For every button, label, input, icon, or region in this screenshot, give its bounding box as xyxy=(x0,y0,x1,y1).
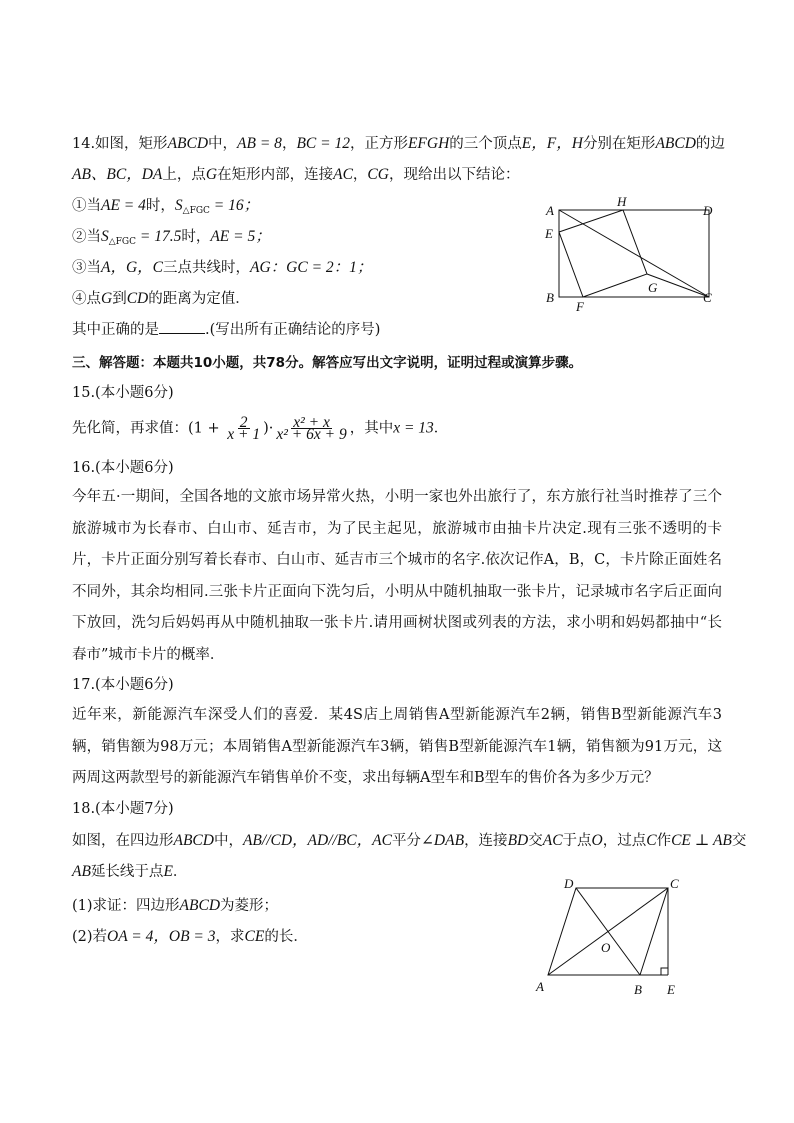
label-A: A xyxy=(546,203,554,218)
segment-ac xyxy=(559,210,709,297)
q17-body: 近年来，新能源汽车深受人们的喜爱．某4S店上周销售A型新能源汽车2辆，销售B型新能源汽车3辆，销售额为98万元；本周销售A型新能源汽车3辆，销售B型新能源汽车1辆，销售额为91万元，这两周这两款型号的新能源汽车销售单价不变，求出每辆A型车和B型车的售价各为多少万元？ xyxy=(72,707,722,786)
label-E: E xyxy=(545,226,553,241)
q15-body: 先化简，再求值：(1 + $\frac{2}{x + 1}$ )· $\frac{\text{x² + x}}{\text{x² + 6x + 9}}$ ，其中x = 13． xyxy=(72,414,449,443)
q15-title: 15.(本小题6分) xyxy=(72,385,174,401)
q14-question: 其中正确的是 .(写出所有正确结论的序号) xyxy=(72,322,381,338)
label-F: F xyxy=(576,299,584,314)
q16-title: 16.(本小题6分) xyxy=(72,460,174,476)
q18-line2: AB延长线于点E． xyxy=(72,863,188,880)
label-C: C xyxy=(670,876,679,891)
q14-stem: 14.如图，矩形 xyxy=(72,136,168,152)
label-D: D xyxy=(703,203,713,218)
q18-part2: (2)若OA = 4，OB = 3，求CE的长． xyxy=(72,928,308,945)
section-3-heading: 三、解答题：本题共10小题，共78分。解答应写出文字说明，证明过程或演算步骤。 xyxy=(72,355,583,371)
label-B: B xyxy=(546,290,554,305)
diagonal-bd xyxy=(576,888,640,975)
label-H: H xyxy=(617,194,627,209)
label-G: G xyxy=(648,280,658,295)
q14-conclusion-4: ④点G到CD的距离为定值． xyxy=(72,290,250,307)
q14-figure xyxy=(535,192,725,317)
label-D: D xyxy=(564,876,574,891)
fraction-2: $\frac{\text{x² + x}}{\text{x² + 6x + 9}}$ xyxy=(276,414,347,443)
label-B: B xyxy=(634,982,642,997)
label-E: E xyxy=(667,982,675,997)
label-C: C xyxy=(703,290,712,305)
q18-figure xyxy=(528,870,688,1000)
label-O: O xyxy=(601,940,611,955)
q18-title: 18.(本小题7分) xyxy=(72,801,174,817)
q17-title: 17.(本小题6分) xyxy=(72,677,174,693)
fraction-1: $\frac{2}{x + 1}$ xyxy=(227,414,261,443)
label-A: A xyxy=(536,979,544,994)
q14-conclusion-3: ③当A，G，C三点共线时，AG：GC = 2：1； xyxy=(72,259,373,276)
right-angle-mark xyxy=(661,968,668,975)
q18-line1: 如图，在四边形ABCD中，AB//CD，AD//BC，AC平分∠DAB，连接BD交AC于点O，过点C作CE ⊥ AB交 xyxy=(72,832,747,849)
q16-body: 今年五·一期间，全国各地的文旅市场异常火热，小明一家也外出旅行了，东方旅行社当时推荐了三个旅游城市为长春市、白山市、延吉市，为了民主起见，旅游城市由抽卡片决定.现有三张不透明的卡片，卡片正面分别写着长春市、白山市、延吉市三个城市的名字.依次记作A，B，C，卡片除正面姓名不同外，其余均相同.三张卡片正面向下洗匀后，小明从中随机抽取一张卡片，记录城市名字后正面向下放回，洗匀后妈妈再从中随机抽取一张卡片.请用画树状图或列表的方法，求小明和妈妈都抽中“长春市”城市卡片的概率． xyxy=(72,489,722,663)
q14-line2: AB、BC，DA上，点G在矩形内部，连接AC，CG，现给出以下结论： xyxy=(72,166,520,183)
q18-part1: (1)求证：四边形ABCD为菱形； xyxy=(72,897,279,914)
q14-conclusion-2: ②当$S_{\triangle FGC} = 17.5$时，AE = 5； xyxy=(72,228,271,247)
q14-line1: 14.如图，矩形ABCD中，AB = 8，BC = 12，正方形EFGH的三个顶点E，F，H分别在矩形ABCD的边 xyxy=(72,135,725,152)
q14-conclusion-1: ①当AE = 4时，$S_{\triangle FGC} = 16$； xyxy=(72,197,260,216)
answer-blank[interactable] xyxy=(159,321,205,334)
